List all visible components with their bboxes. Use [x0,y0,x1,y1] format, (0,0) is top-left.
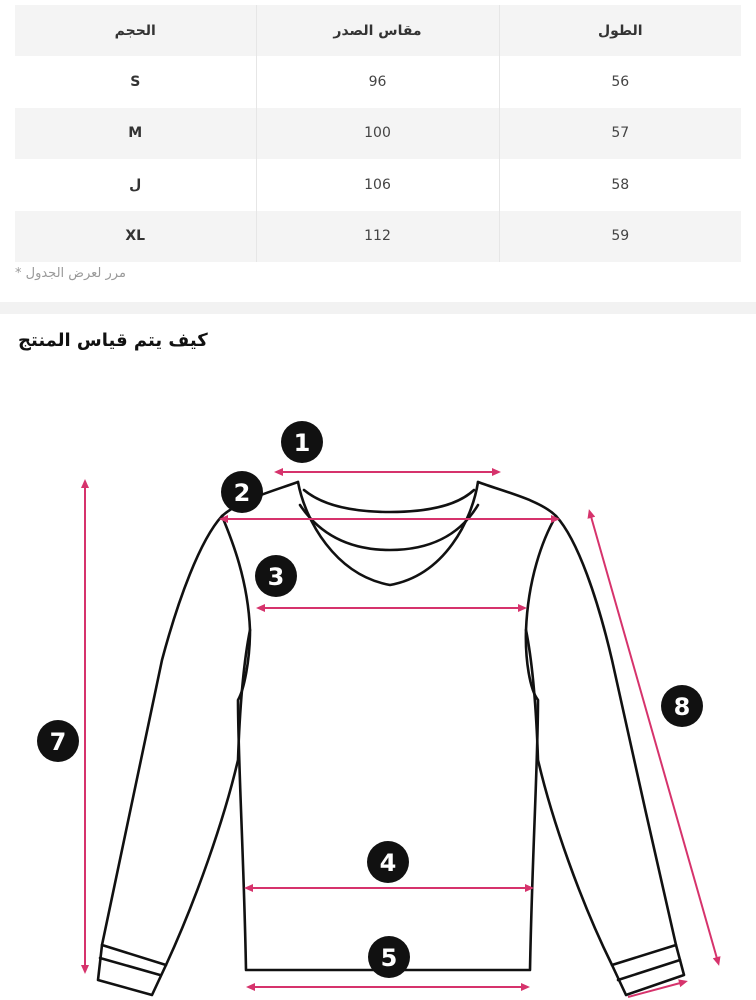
cell-size: S [15,56,256,107]
table-row [15,159,741,210]
marker-7-label: 7 [49,728,67,756]
header-size: الحجم [15,5,256,56]
marker-5-label: 5 [380,944,398,972]
scroll-hint: مرر لعرض الجدول * [15,266,126,281]
cell-size: M [15,108,256,159]
sweater-outline [98,482,684,995]
section-divider [0,302,756,314]
header-chest: مقاس الصدر [256,5,499,56]
cell-length: 58 [499,159,741,210]
header-length: الطول [499,5,741,56]
measure-line-8 [590,513,718,962]
cell-length: 59 [499,211,741,262]
table-row [15,56,741,107]
table-header-row [15,5,741,56]
size-chart-table [15,5,741,262]
marker-1-label: 1 [293,429,311,457]
marker-badges [37,421,703,978]
marker-3 [255,555,297,597]
marker-2-label: 2 [233,479,251,507]
cell-chest: 106 [256,159,499,210]
cell-size: XL [15,211,256,262]
cell-chest: 100 [256,108,499,159]
table-row [15,108,741,159]
cell-chest: 96 [256,56,499,107]
table-row [15,211,741,262]
marker-5 [368,936,410,978]
marker-4-label: 4 [379,849,397,877]
cell-size: ل [15,159,256,210]
cell-length: 56 [499,56,741,107]
marker-8 [661,685,703,727]
cell-chest: 112 [256,211,499,262]
marker-1 [281,421,323,463]
marker-8-label: 8 [673,693,691,721]
cell-length: 57 [499,108,741,159]
marker-4 [367,841,409,883]
sweater-measurement-diagram [0,360,756,1000]
marker-7 [37,720,79,762]
marker-3-label: 3 [267,563,285,591]
marker-2 [221,471,263,513]
how-to-measure-title: كيف يتم قياس المنتج [18,330,208,351]
